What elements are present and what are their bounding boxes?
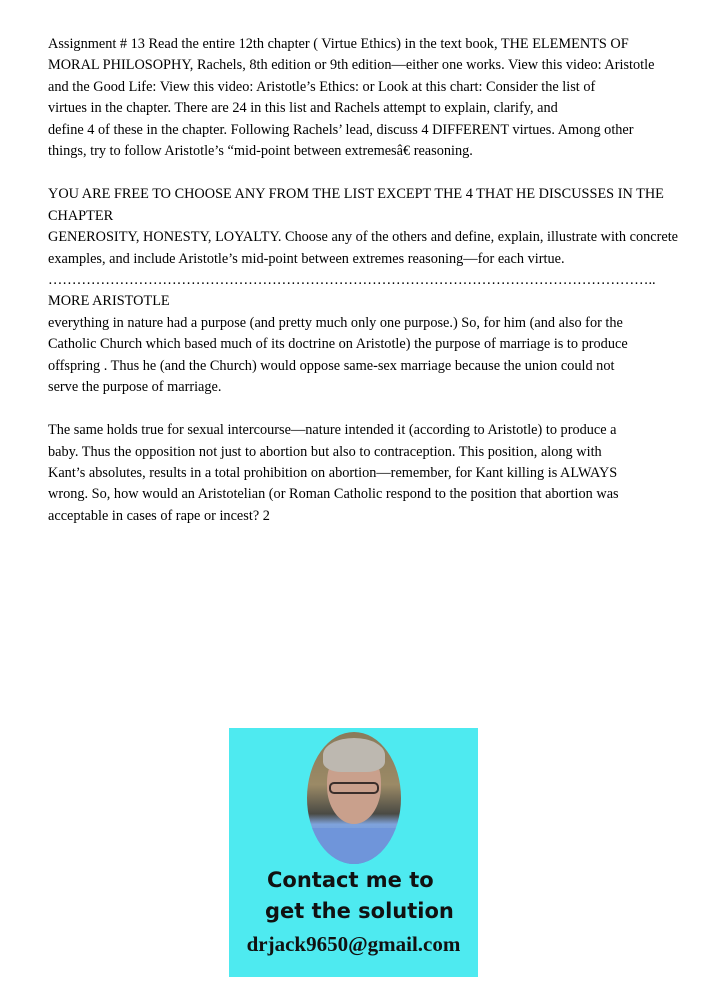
text-line: serve the purpose of marriage. [48, 379, 222, 396]
contact-email: drjack9650@gmail.com [246, 932, 461, 956]
text-line: define 4 of these in the chapter. Following Rachels’ lead, discuss 4 DIFFERENT virtues. Among other [48, 121, 634, 138]
contact-line-1: Contact me to [267, 868, 434, 892]
text-line: Kant’s absolutes, results in a total prohibition on abortion—remember, for Kant killing is ALWAYS [48, 465, 618, 482]
text-line: acceptable in cases of rape or incest? 2 [48, 507, 270, 524]
text-line: GENEROSITY, HONESTY, LOYALTY. Choose any of the others and define, explain, illustrate with concrete [48, 229, 679, 246]
text-line: ……………………………………………………………………………………………………………….. MORE ARISTOTLE [48, 271, 656, 310]
author-photo [307, 732, 401, 864]
text-line: wrong. So, how would an Aristotelian (or Roman Catholic respond to the position that abortion was [48, 486, 619, 503]
text-line: Assignment # 13 Read the entire 12th chapter ( Virtue Ethics) in the text book, THE ELEMENTS OF [48, 36, 629, 52]
text-line: virtues in the chapter. There are 24 in this list and Rachels attempt to explain, clarify, and [48, 100, 558, 117]
text-line: everything in nature had a purpose (and pretty much only one purpose.) So, for him (and also for the [48, 314, 623, 331]
text-line: YOU ARE FREE TO CHOOSE ANY FROM THE LIST EXCEPT THE 4 THAT HE DISCUSSES IN THE CHAPTER [48, 186, 664, 224]
text-line: The same holds true for sexual intercourse—nature intended it (according to Aristotle) to produce a [48, 422, 617, 439]
text-line: offspring . Thus he (and the Church) would oppose same-sex marriage because the union could not [48, 357, 615, 374]
text-line: MORAL PHILOSOPHY, Rachels, 8th edition or 9th edition—either one works. View this video: Aristotle [48, 57, 655, 74]
text-line: Catholic Church which based much of its doctrine on Aristotle) the purpose of marriage is to produce [48, 336, 628, 353]
text-line: examples, and include Aristotle’s mid-point between extremes reasoning—for each virtue. [48, 250, 565, 267]
contact-line-2: get the solution [265, 899, 454, 923]
contact-banner [229, 728, 478, 977]
text-line: things, try to follow Aristotle’s “mid-point between extremesâ€ reasoning. [48, 143, 473, 160]
assignment-text [48, 34, 700, 527]
text-line: baby. Thus the opposition not just to abortion but also to contraception. This position, along with [48, 443, 602, 460]
text-line: and the Good Life: View this video: Aristotle’s Ethics: or Look at this chart: Consider the list of [48, 78, 596, 95]
